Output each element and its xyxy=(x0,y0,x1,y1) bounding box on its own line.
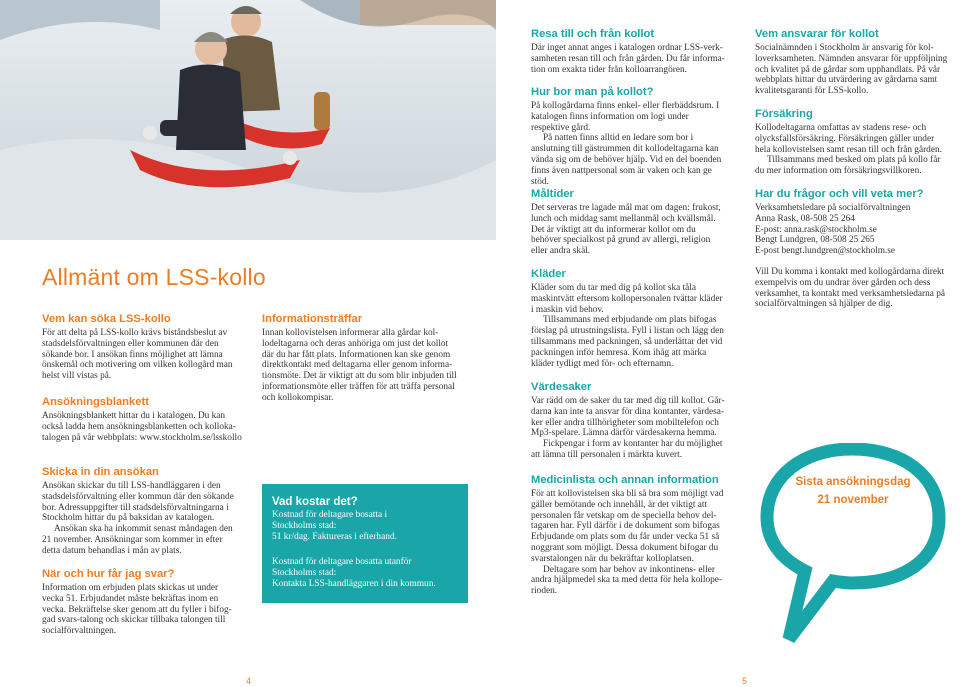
right-col2-section-3 xyxy=(755,188,951,257)
section-text: För att kollovistelsen ska bli så bra som möjligt vad gäller bemötande och innehåll, är det viktigt att personalen får vetskap om de speciella behov deltagaren har. Fyll därför i de dokument som bifogas Erbjudande om plats som du får under vecka 51 så noggrant som möjligt. Dessa dokument bifogar du svarstalongen när du bekräftar kolloplatsen. xyxy=(531,489,724,564)
section-text: Deltagare som har behov av inkontinens- eller andra hjälpmedel ska ta med detta för hela kolloperioden. xyxy=(531,564,723,597)
contact-line: Bengt Lundgren, 08-508 25 265 xyxy=(755,235,875,246)
deadline-bubble xyxy=(757,443,957,643)
section-heading: Har du frågor och vill veta mer? xyxy=(755,188,924,200)
page-number-right: 5 xyxy=(742,676,748,686)
left-col1-section-1 xyxy=(42,313,242,382)
section-text: Innan kollovistelsen informerar alla gårdar kollodeltagarna och deras anhöriga om just det kollot där du har fått plats. Informationen kan ske genom direktkontakt med deltagarna eller genom informationsmöte. Det är viktigt att du som blir inbjuden till informationsmöte eller träffen för att träffa personal och kollokompisar. xyxy=(262,328,457,403)
section-heading: Vem kan söka LSS-kollo xyxy=(42,313,171,325)
section-text: Fickpengar i form av kontanter har du möjlighet att lämna till personalen i märkta kuvert. xyxy=(531,439,723,460)
section-heading: Informationsträffar xyxy=(262,313,363,325)
contact-line: Verksamhetsledare på socialförvaltningen xyxy=(755,203,911,213)
section-text: På kollogårdarna finns enkel- eller flerbäddsrum. I katalogen finns information om logi under respektive gård. xyxy=(531,101,720,133)
section-text: Där inget annat anges i katalogen ordnar LSS-verksamheten resan till och från gården. Du får information om exakta tider från kolloarrangören. xyxy=(531,43,725,75)
right-col1-section-6 xyxy=(531,474,727,597)
contact-email-link[interactable]: E-post: anna.rask@stockholm.se xyxy=(755,224,877,235)
sledding-photo xyxy=(0,0,496,240)
left-col1-section-4 xyxy=(42,568,242,637)
section-text: Det serveras tre lagade mål mat om dagen: frukost, lunch och middag samt mellanmål och kvällsmål. Det är viktigt att du informerar kollot om du behöver specialkost på grund av allergi, religion eller andra skäl. xyxy=(531,203,721,257)
section-text: Kollodeltagarna omfattas av stadens rese- och olycksfallsförsäkring. Försäkringen gäller under hela kollovistelsen samt resan till och från gården. xyxy=(755,123,942,155)
cost-info-box xyxy=(262,484,468,603)
section-text: Information om erbjuden plats skickas ut under vecka 51. Erbjudandet måste bekräftas inom en vecka. Bekräftelse sker genom att du fyller i bifoggad svars-talong och skickar tillbaka talongen till socialförvaltningen. xyxy=(42,583,232,637)
left-col1-section-3 xyxy=(42,466,242,557)
cost-box-line: Stockholms stad: xyxy=(272,521,337,532)
deadline-label: Sista ansökningsdag xyxy=(795,476,911,488)
section-text: Ansökan skickar du till LSS-handläggaren i den stadsdelsförvaltning eller kommun där den sökande bor. Adressuppgifter till stadsdelsförvaltningarna i Stockholm hittar du på baksidan av katalogen. xyxy=(42,481,234,524)
right-col1-section-1 xyxy=(531,28,727,75)
right-col2-section-1 xyxy=(755,28,951,97)
right-col2-section-2 xyxy=(755,108,951,177)
cost-box-line: Kontakta LSS-handläggaren i din kommun. xyxy=(272,579,436,590)
right-col1-section-4 xyxy=(531,268,727,369)
page-title: Allmänt om LSS-kollo xyxy=(42,264,266,290)
contact-email-link[interactable]: E-post bengt.lundgren@stockholm.se xyxy=(755,246,895,257)
section-text: På natten finns alltid en ledare som bor i anslutning till gästrummen dit kollodeltagarna kan vända sig om de behöver hjälp. Vid en del boenden finns även nattpersonal som är vaken och kan ge stöd. xyxy=(531,133,722,187)
section-heading: Kläder xyxy=(531,268,566,280)
section-heading: Resa till och från kollot xyxy=(531,28,655,40)
section-heading: Värdesaker xyxy=(531,381,592,393)
section-heading: Hur bor man på kollot? xyxy=(531,86,654,98)
section-text: Ansökan ska ha inkommit senast måndagen den 21 november. Ansökningar som kommer in efter detta datum behandlas i mån av plats. xyxy=(42,524,233,556)
section-text: Tillsammans med besked om plats på kollo får du mer information om försäkringsvillkoren. xyxy=(755,155,941,177)
section-heading: Ansökningsblankett xyxy=(42,396,149,408)
left-col1-section-2 xyxy=(42,396,242,443)
section-text: Socialnämnden i Stockholm är ansvarig för kolloverksamheten. Nämnden ansvarar för uppföljning och kvalitet på de gårdar som upphandlats. På vår webbplats hittar du utvärdering av gårdarna samt kvalitetsgaranti för LSS-kollo. xyxy=(755,43,948,97)
section-text: För att delta på LSS-kollo krävs biståndsbeslut av stadsdelsförvaltningen eller kommunen där den sökande bor. I ansökan finns möjlighet att lämna önskemål och motivering om vilken kollogård man helst vill vistas på. xyxy=(42,328,233,382)
section-heading: När och hur får jag svar? xyxy=(42,568,175,580)
cost-box-line: Kostnad för deltagare bosatta utanför xyxy=(272,556,412,567)
section-text: Ansökningsblankett hittar du i katalogen. Du kan också ladda hem ansökningsblanketten och kollokatalogen på vår webbplats: www.stockholm.se/lsskollo xyxy=(42,411,242,443)
right-col2-section-4 xyxy=(755,267,951,310)
section-heading: Måltider xyxy=(531,188,574,200)
section-text: Vill Du komma i kontakt med kollogårdarna direkt exempelvis om du undrar över gården och dess verksamhet, ta kontakt med verksamhetsledarna på socialförvaltningen så hjälper de dig. xyxy=(755,267,946,310)
left-col2-section-1 xyxy=(262,313,458,404)
section-heading: Vem ansvarar för kollot xyxy=(755,28,879,40)
cost-box-heading: Vad kostar det? xyxy=(272,496,358,508)
deadline-date: 21 november xyxy=(817,494,889,506)
section-heading: Försäkring xyxy=(755,108,813,120)
cost-box-line: 51 kr/dag. Faktureras i efterhand. xyxy=(272,532,397,543)
page-number-left: 4 xyxy=(246,676,252,686)
right-col1-section-5 xyxy=(531,381,727,461)
contact-line: Anna Rask, 08-508 25 264 xyxy=(755,213,855,224)
section-text: Tillsammans med erbjudande om plats bifogas förslag på utrustningslista. Fyll i listan och lägg den tillsammans med packningen, så underlättar det vid packningen inför hemresa. Kom ihåg att märka kläder tydligt med för- och efternamn. xyxy=(531,315,724,369)
right-col1-section-2 xyxy=(531,86,727,187)
section-heading: Medicinlista och annan information xyxy=(531,474,719,486)
section-heading: Skicka in din ansökan xyxy=(42,466,159,478)
right-col1-section-3 xyxy=(531,188,727,257)
cost-box-line: Kostnad för deltagare bosatta i xyxy=(272,510,388,520)
cost-box-line: Stockholms stad: xyxy=(272,567,337,578)
section-text: Var rädd om de saker du tar med dig till kollot. Gårdarna kan inte ta ansvar för dina kontanter, värdesaker eller andra tillhörigheter som mobiltelefon och Mp3-spelare. Lämna därför värdesakerna hemma. xyxy=(531,396,725,439)
section-text: Kläder som du tar med dig på kollot ska tåla maskintvätt eftersom kollopersonalen tvättar kläder i maskin vid behov. xyxy=(531,283,723,315)
